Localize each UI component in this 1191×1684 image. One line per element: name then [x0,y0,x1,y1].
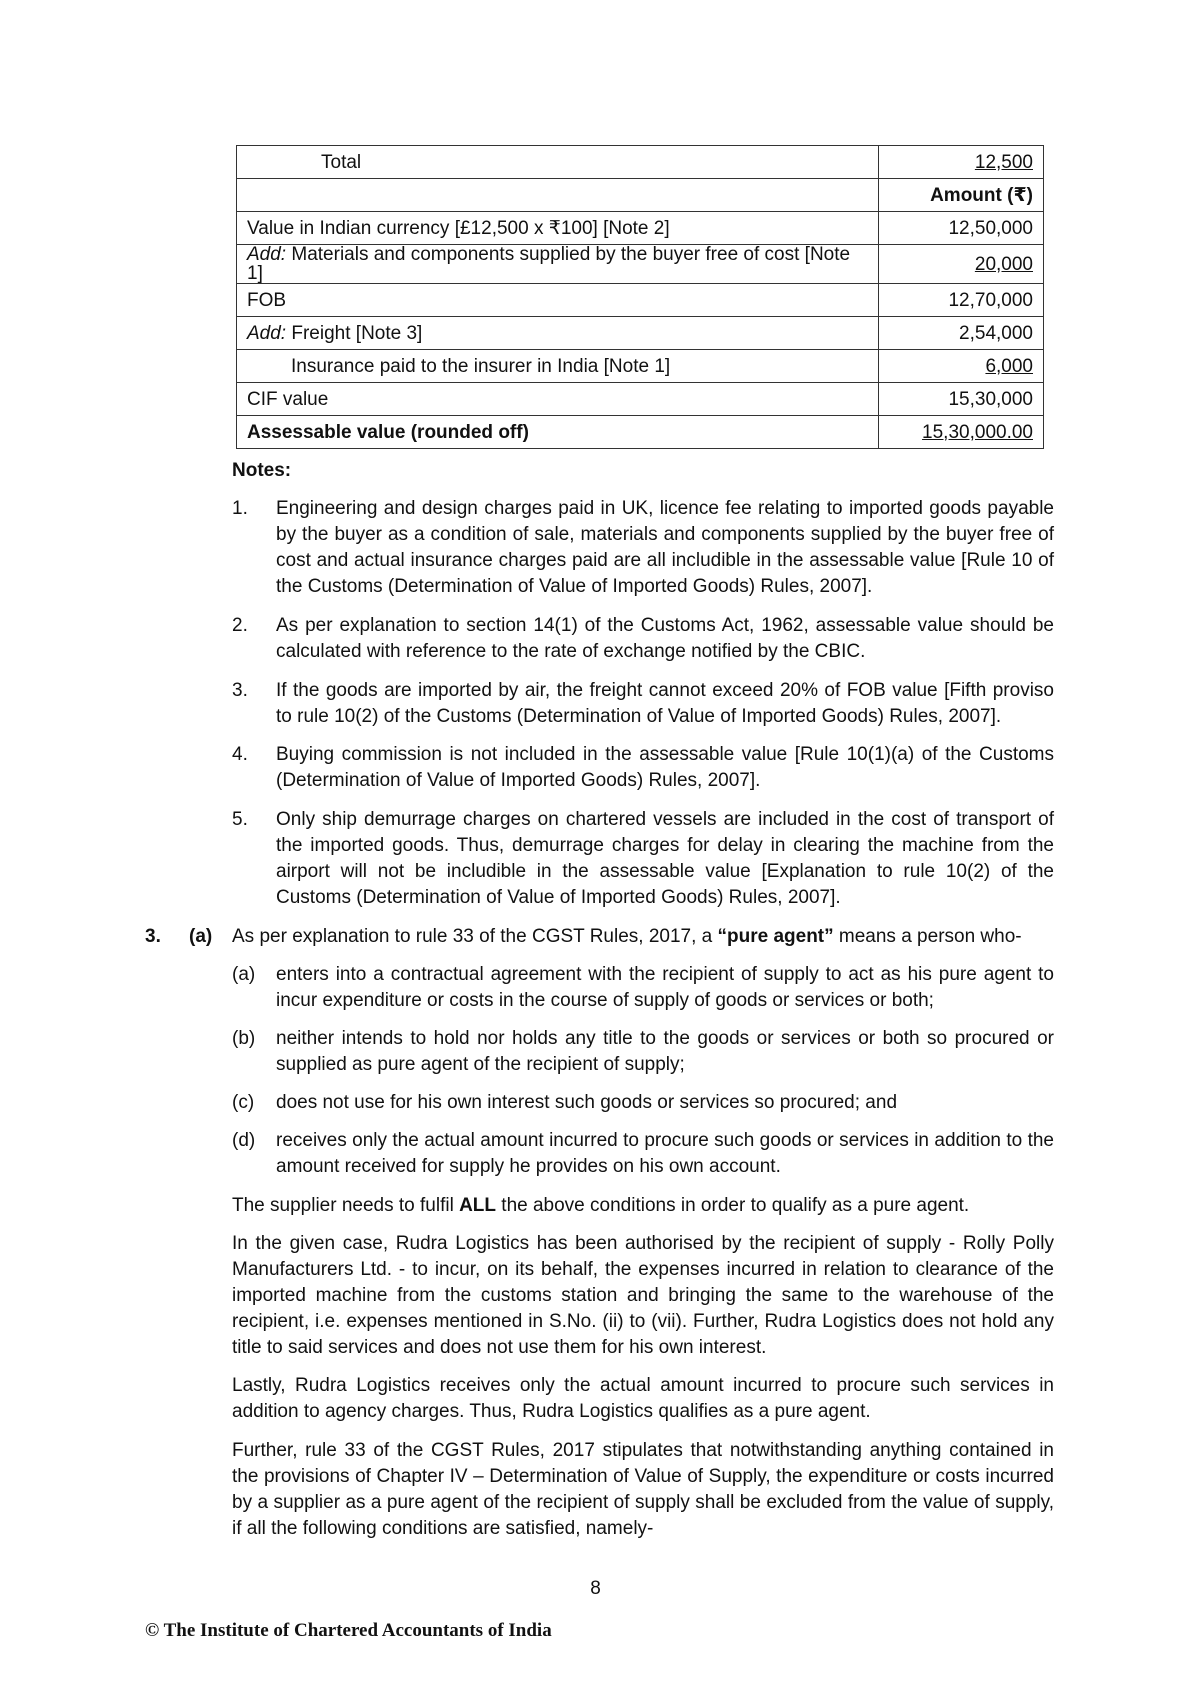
paragraph [232,1193,1054,1219]
table-cell-label [237,317,879,350]
note-item [232,742,1054,794]
condition-label: (c) [232,1092,255,1113]
condition-label: (b) [232,1028,256,1049]
note-number: 1. [232,498,248,519]
table-row [237,416,1044,449]
note-item [232,807,1054,911]
table-cell-value: 12,50,000 [879,212,1044,245]
question-part: (a) [189,926,213,947]
condition-item [232,1026,1054,1078]
table-row [237,383,1044,416]
note-text: Buying commission is not included in the assessable value [Rule 10(1)(a) of the Customs (Determination of Value of Imported Goods) Rules, 2007]. [276,744,1054,791]
table-cell-label: FOB [237,284,879,317]
table-row [237,350,1044,383]
add-prefix: Add: [247,322,287,344]
condition-text: receives only the actual amount incurred to procure such goods or services in addition to the amount received for supply he provides on his own account. [276,1130,1054,1177]
paragraph: Lastly, Rudra Logistics receives only the actual amount incurred to procure such services in addition to agency charges. Thus, Rudra Logistics qualifies as a pure agent. [232,1375,1054,1422]
table-cell-value: 6,000 [985,355,1033,377]
condition-text: neither intends to hold nor holds any title to the goods or services or both so procured or supplied as pure agent of the recipient of supply; [276,1028,1054,1075]
intro-text: As per explanation to rule 33 of the CGST Rules, 2017, a [232,926,718,947]
condition-text: does not use for his own interest such goods or services so procured; and [276,1092,898,1113]
table-cell-label: Total [237,146,879,179]
emphasis-all: ALL [459,1195,497,1216]
condition-text: enters into a contractual agreement with the recipient of supply to act as his pure agent to incur expenditure or costs in the course of supply of goods or services or both; [276,964,1054,1011]
note-number: 5. [232,809,248,830]
valuation-table [236,145,1044,449]
condition-label: (d) [232,1130,256,1151]
footer-copyright: © The Institute of Chartered Accountants of India [145,1620,552,1641]
note-text: As per explanation to section 14(1) of the Customs Act, 1962, assessable value should be calculated with reference to the rate of exchange notified by the CBIC. [276,615,1054,662]
table-cell-label: CIF value [237,383,879,416]
note-number: 2. [232,615,248,636]
para-text: The supplier needs to fulfil [232,1195,460,1216]
paragraph: Further, rule 33 of the CGST Rules, 2017 stipulates that notwithstanding anything contained in the provisions of Chapter IV – Determination of Value of Supply, the expenditure or costs incurred by a supplier as a pure agent of the recipient of supply shall be excluded from the value of supply, if all the following conditions are satisfied, namely- [232,1440,1054,1539]
note-text: If the goods are imported by air, the freight cannot exceed 20% of FOB value [Fifth proviso to rule 10(2) of the Customs (Determination of Value of Imported Goods) Rules, 2007]. [276,680,1054,727]
note-item [232,678,1054,730]
note-number: 4. [232,744,248,765]
note-text: Only ship demurrage charges on chartered vessels are included in the cost of transport of the imported goods. Thus, demurrage charges for delay in clearing the machine from the airport will not be includible in the assessable value [Explanation to rule 10(2) of the Customs (Determination of Value of Imported Goods) Rules, 2007]. [276,809,1054,908]
table-cell-value: 15,30,000.00 [922,421,1033,443]
pure-agent-term: “pure agent” [717,926,834,947]
table-cell-value: 2,54,000 [879,317,1044,350]
question-intro [232,924,1054,950]
condition-label: (a) [232,964,256,985]
add-prefix: Add: [247,244,287,265]
note-text: Engineering and design charges paid in UK, licence fee relating to imported goods payable by the buyer as a condition of sale, materials and components supplied by the buyer free of cost and actual insurance charges paid are all includible in the assessable value [Rule 10 of the Customs (Determination of Value of Imported Goods) Rules, 2007]. [276,498,1054,597]
table-cell-value: 12,500 [974,151,1033,173]
table-cell-label: Assessable value (rounded off) [237,416,879,449]
table-cell-label [237,179,879,212]
table-cell-value: 12,70,000 [879,284,1044,317]
table-row [237,284,1044,317]
para-text-end: the above conditions in order to qualify as a pure agent. [496,1195,970,1216]
condition-item [232,1090,1054,1116]
condition-item [232,1128,1054,1180]
paragraph: In the given case, Rudra Logistics has been authorised by the recipient of supply - Rolly Polly Manufacturers Ltd. - to incur, on its behalf, the expenses incurred in relation to clearance of the imported machine from the customs station and bringing the same to the warehouse of the recipient, i.e. expenses mentioned in S.No. (ii) to (vii). Further, Rudra Logistics does not hold any title to said services and does not use them for his own interest. [232,1233,1054,1358]
table-cell-value: 20,000 [974,253,1033,275]
table-row [237,245,1044,284]
page-number: 8 [590,1578,601,1599]
table-cell-value: 15,30,000 [879,383,1044,416]
intro-text-end: means a person who- [833,926,1022,947]
table-row [237,212,1044,245]
amount-column-header: Amount (₹) [879,179,1044,212]
table-cell-label-text: Freight [Note 3] [286,322,423,344]
condition-item [232,962,1054,1014]
table-cell-label [237,245,879,284]
note-item [232,613,1054,665]
table-cell-label: Value in Indian currency [£12,500 x ₹100] [Note 2] [237,212,879,245]
note-item [232,496,1054,600]
table-row [237,146,1044,179]
question-number: 3. [145,926,161,947]
note-number: 3. [232,680,248,701]
notes-heading: Notes: [232,460,292,481]
table-row [237,179,1044,212]
table-cell-label: Insurance paid to the insurer in India [Note 1] [237,350,879,383]
table-cell-label-text: Materials and components supplied by the buyer free of cost [Note 1] [247,244,851,284]
table-row [237,317,1044,350]
